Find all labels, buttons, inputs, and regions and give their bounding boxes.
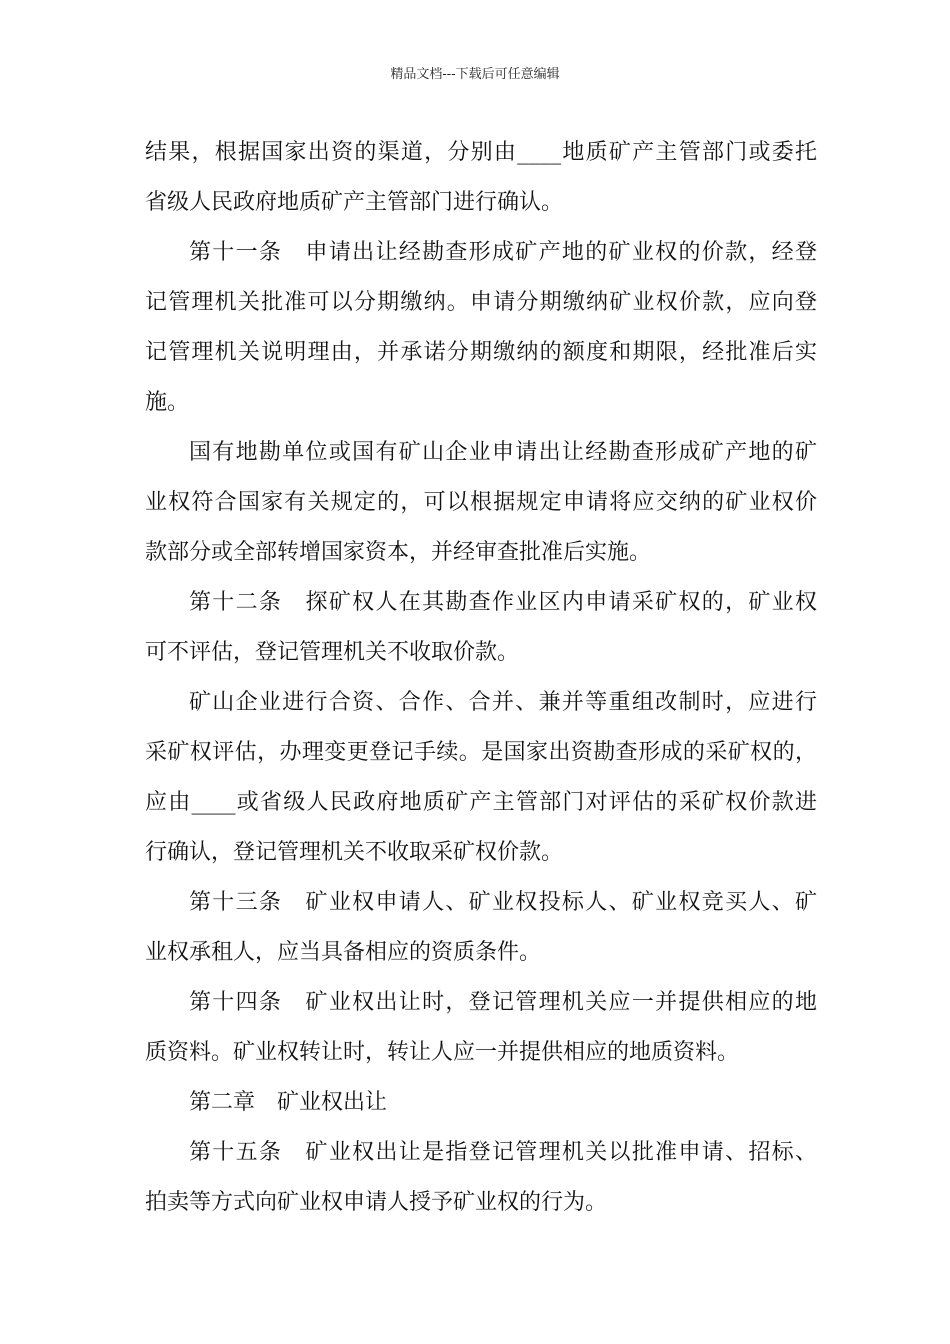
article-14-line: 第十四条 矿业权出让时，登记管理机关应一并提供相应的地 xyxy=(189,990,817,1015)
text-line: 施。 xyxy=(145,390,190,415)
paragraph-start-line: 国有地勘单位或国有矿山企业申请出让经勘查形成矿产地的矿 xyxy=(189,440,817,465)
text-line: 采矿权评估，办理变更登记手续。是国家出资勘查形成的采矿权的， xyxy=(145,740,817,765)
article-11-line: 第十一条 申请出让经勘查形成矿产地的矿业权的价款，经登 xyxy=(189,240,817,265)
page-header: 精品文档---下载后可任意编辑 xyxy=(390,67,560,82)
paragraph-start-line: 矿山企业进行合资、合作、合并、兼并等重组改制时，应进行 xyxy=(189,690,817,715)
text-line: 行确认，登记管理机关不收取采矿权价款。 xyxy=(145,840,564,865)
text-line: 结果，根据国家出资的渠道，分别由____地质矿产主管部门或委托 xyxy=(145,140,817,165)
article-12-line: 第十二条 探矿权人在其勘查作业区内申请采矿权的，矿业权 xyxy=(189,590,817,615)
text-line: 款部分或全部转增国家资本，并经审查批准后实施。 xyxy=(145,540,652,565)
text-line: 记管理机关批准可以分期缴纳。申请分期缴纳矿业权价款，应向登 xyxy=(145,290,817,315)
text-line: 业权承租人，应当具备相应的资质条件。 xyxy=(145,940,542,965)
text-line: 省级人民政府地质矿产主管部门进行确认。 xyxy=(145,190,564,215)
text-line: 应由____或省级人民政府地质矿产主管部门对评估的采矿权价款进 xyxy=(145,790,817,815)
text-line: 质资料。矿业权转让时，转让人应一并提供相应的地质资料。 xyxy=(145,1040,740,1065)
text-line: 拍卖等方式向矿业权申请人授予矿业权的行为。 xyxy=(145,1190,608,1215)
text-line: 业权符合国家有关规定的，可以根据规定申请将应交纳的矿业权价 xyxy=(145,490,817,515)
chapter-2-heading: 第二章 矿业权出让 xyxy=(189,1090,388,1115)
document-body xyxy=(145,128,817,1228)
article-15-line: 第十五条 矿业权出让是指登记管理机关以批准申请、招标、 xyxy=(189,1140,817,1165)
text-line: 记管理机关说明理由，并承诺分期缴纳的额度和期限，经批准后实 xyxy=(145,340,817,365)
text-line: 可不评估，登记管理机关不收取价款。 xyxy=(145,640,520,665)
article-13-line: 第十三条 矿业权申请人、矿业权投标人、矿业权竞买人、矿 xyxy=(189,890,817,915)
